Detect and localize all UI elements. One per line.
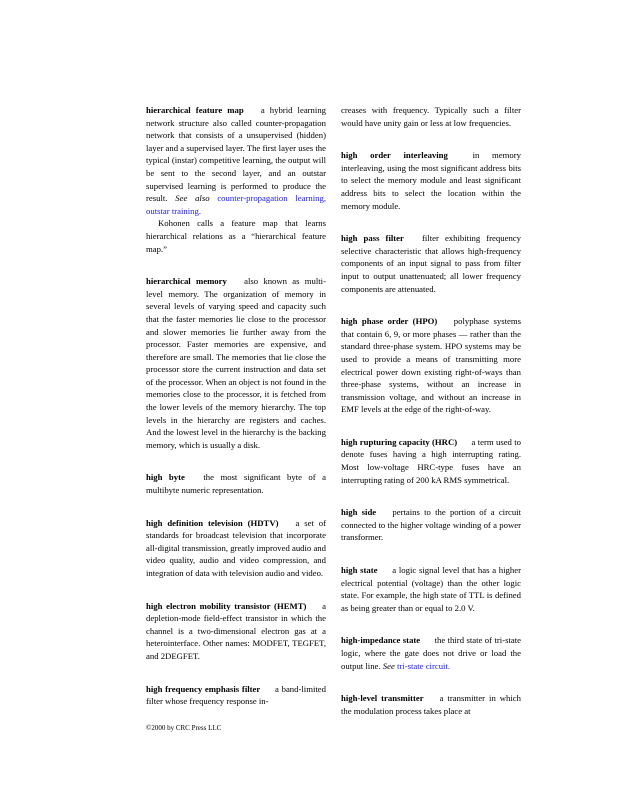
entry-term: high-level transmitter [341,693,424,704]
entry-high-state [341,564,521,614]
entry-body: a band-limited filter whose frequency response in- [146,683,326,707]
entry-body: a hybrid learning network structure also called counter-propagation network that consists of a unsupervised (hidden) layer and a supervised layer. The first layer uses the typical (instar) competitive learning, the output will be sent to the second layer, and an outstar supervised learning is performed to produce the result. [146,105,327,204]
entry-body: a transmitter in which the modulation process takes place at [341,693,522,716]
entry-hpo [341,315,521,416]
entry-high-side [341,506,521,544]
entry-term: high pass filter [341,233,404,244]
entry-body: also known as multi-level memory. The organization of memory in several levels of varying speed and capacity such that the faster memories lie close to the processor and slower memories lie further away from the processor. Faster memories are expensive, and therefore are small. The memories that lie close the processor store the current instruction and data set of the processor. When an object is not found in the memories close to the processor, it is fetched from the lower levels of the memory hierarchy. The top levels in the hierarchy are registers and caches. And the lowest level in the hierarchy is the backing memory, which is usually a disk. [146,276,326,450]
entry-high-level-transmitter [341,692,521,717]
entry-hemt [146,600,326,663]
entry-body: the most significant byte of a multibyte numeric representation. [146,472,327,496]
entry-hierarchical-feature-map [146,104,326,255]
entry-hierarchical-memory [146,275,326,451]
entry-high-frequency-emphasis-filter [146,683,326,708]
entry-term: high state [341,565,378,576]
entry-body: a depletion-mode field-effect transistor in which the channel is a two-dimensional electron gas at a heterointerface. Other names: MODFET, TEGFET, and 2DEGFET. [146,600,326,661]
entry-high-pass-filter [341,232,521,295]
see-also-label: See also [175,193,210,204]
entry-body: the third state of tri-state logic, where the gate does not drive or load the output line. [341,635,521,671]
entry-body: filter exhibiting frequency selective characteristic that allows high-frequency components of an input signal to pass from filter input to output unattenuated; all lower frequency components are attenuated. [341,233,521,294]
see-also-link[interactable]: counter-propagation learning, outstar training. [146,193,326,216]
entry-term: hierarchical memory [146,276,227,287]
see-link[interactable]: tri-state circuit. [396,660,451,671]
entry-term: high frequency emphasis filter [146,683,261,694]
entry-term: high order interleaving [341,150,448,161]
left-column [146,104,326,728]
entry-continuation [341,104,521,129]
entry-term: high rupturing capacity (HRC) [341,436,458,447]
entry-term: hierarchical feature map [146,105,244,115]
entry-term: high electron mobility transistor (HEMT) [146,600,307,611]
entry-high-impedance-state [341,634,521,672]
entry-term: high-impedance state [341,635,421,646]
entry-high-byte [146,471,326,496]
entry-high-order-interleaving [341,149,521,212]
entry-body: a logic signal level that has a higher electrical potential (voltage) than the other logic state. For example, the high state of TTL is defined as being greater than or equal to 2.0 V. [341,565,521,613]
entry-body: a set of standards for broadcast television that incorporate all-digital transmission, greatly improved audio and video quality, audio and video compression, and integration of data with television audio and video. [146,517,327,578]
entry-term: high byte [146,472,185,483]
entry-hrc [341,436,521,486]
entry-body: in memory interleaving, using the most significant address bits to select the memory module and least significant address bits to select the location within the memory module. [341,150,521,211]
entry-term: high side [341,507,377,518]
entry-body: pertains to the portion of a circuit connected to the higher voltage winding of a power transformer. [341,507,522,543]
entry-body: polyphase systems that contain 6, 9, or more phases — rather than the standard three-phase system. HPO systems may be used to provide a means of transmitting more electrical power down existing right-of-ways than three-phase systems, without an increase in transmission voltage, and without an increase in EMF levels at the edge of the right-of-way. [341,316,521,415]
entry-body: a term used to denote fuses having a high interrupting rating. Most low-voltage HRC-type fuses have an interrupting rating of 200 kA RMS symmetrical. [341,436,522,485]
entry-body: creases with frequency. Typically such a filter would have unity gain or less at low frequencies. [341,105,521,128]
entry-term: high definition television (HDTV) [146,517,279,528]
entry-term: high phase order (HPO) [341,316,438,327]
entry-hdtv [146,517,326,580]
entry-second-paragraph: Kohonen calls a feature map that learns hierarchical relations as a “hierarchical feature map.” [146,218,326,254]
copyright-footer: ©2000 by CRC Press LLC [146,724,222,732]
see-label: See [382,660,395,671]
right-column [341,104,521,737]
